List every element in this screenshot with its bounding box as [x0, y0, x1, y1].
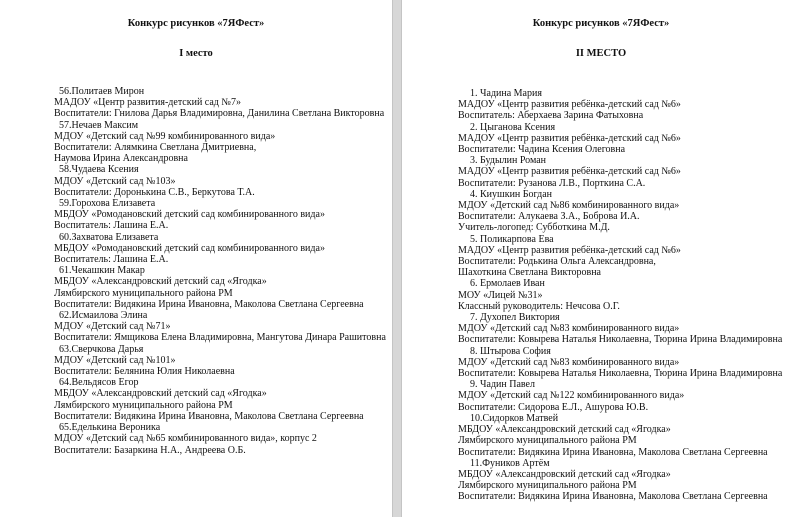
entry-line: Воспитатели: Видякина Ирина Ивановна, Маколова Светлана Сергеевна	[54, 298, 364, 310]
list-item	[458, 234, 800, 279]
entry-line: Воспитатели: Видякина Ирина Ивановна, Маколова Светлана Сергеевна	[458, 491, 768, 503]
participant-name: 1. Чадина Мария	[470, 88, 542, 99]
place-heading: I место	[179, 48, 213, 59]
entry-line: Наумова Ирина Александровна	[54, 153, 188, 165]
entry-line: Лямбирского муниципального района РМ	[54, 399, 233, 411]
entry-line: МБДОУ «Ромодановский детский сад комбинированного вида»	[54, 209, 325, 221]
entry-line: МАДОУ «Центр развития-детский сад №7»	[54, 97, 241, 109]
entry-line: МБДОУ «Александровский детский сад «Ягодка»	[54, 388, 267, 400]
participant-name: 65.Еделькина Вероника	[59, 422, 161, 434]
entry-line: МБДОУ «Александровский детский сад «Ягодка»	[458, 468, 671, 480]
entry-line: МОУ «Лицей №31»	[458, 289, 543, 301]
entry-line: МДОУ «Детский сад №103»	[54, 175, 176, 187]
entry-line: Воспитатель: Лашина Е.А.	[54, 254, 169, 266]
list-item	[458, 189, 800, 234]
participant-name: 11.Фуников Артём	[470, 457, 550, 469]
participant-name: 60.Захватова Елизавета	[59, 231, 159, 243]
participant-name: 57.Нечаев Максим	[59, 119, 139, 131]
participant-name: 56.Политаев Мирон	[59, 86, 145, 97]
participant-name: 62.Исмаилова Элина	[59, 310, 148, 322]
entry-line: Лямбирского муниципального района РМ	[458, 480, 637, 492]
participant-name: 6. Ермолаев Иван	[470, 278, 545, 290]
entry-line: МАДОУ «Центр развития ребёнка-детский сад №6»	[458, 99, 681, 111]
entry-line: Воспитатели: Чадина Ксения Олеговна	[458, 144, 626, 156]
entry-line: МДОУ «Детский сад №71»	[54, 321, 171, 333]
entry-line: Воспитатель: Лашина Е.А.	[54, 220, 169, 232]
participant-name: 4. Киушкин Богдан	[470, 188, 553, 200]
participant-name: 59.Горохова Елизавета	[59, 198, 156, 210]
entry-line: Воспитатели: Доронькина С.В., Беркутова Т.А.	[54, 186, 255, 198]
entry-line: Воспитатели: Белянина Юлия Николаевна	[54, 366, 235, 378]
entry-line: МБДОУ «Ромодановский детский сад комбинированного вида»	[54, 242, 325, 254]
participant-name: 5. Поликарпова Ева	[470, 233, 554, 245]
entry-line: Воспитатели: Базаркина Н.А., Андреева О.Б.	[54, 444, 246, 456]
list-item	[458, 458, 800, 503]
list-item	[458, 122, 800, 156]
list-item	[458, 88, 800, 122]
entry-line: Воспитатели: Алямкина Светлана Дмитриевна,	[54, 142, 257, 154]
list-item	[54, 198, 392, 232]
page-title: Конкурс рисунков «7ЯФест»	[532, 18, 670, 29]
list-item	[54, 164, 392, 198]
list-item	[458, 278, 800, 312]
entry-line: МДОУ «Детский сад №99 комбинированного вида»	[54, 130, 276, 142]
list-item	[54, 120, 392, 165]
entry-line: МДОУ «Детский сад №65 комбинированного вида», корпус 2	[54, 433, 317, 445]
entry-line: Лямбирского муниципального района РМ	[54, 287, 233, 299]
entry-line: МАДОУ «Центр развития ребёнка-детский сад №6»	[458, 166, 681, 178]
entry-line: МАДОУ «Центр развития ребёнка-детский сад №6»	[458, 132, 681, 144]
page-right	[402, 0, 800, 517]
entry-line: Шахоткина Светлана Викторовна	[458, 267, 601, 279]
page-title: Конкурс рисунков «7ЯФест»	[127, 18, 265, 29]
participant-name: 10.Сидорков Матвей	[470, 412, 559, 424]
entry-line: МДОУ «Детский сад №101»	[54, 354, 176, 366]
entry-line: МБДОУ «Александровский детский сад «Ягодка»	[54, 276, 267, 288]
participant-name: 63.Сверчкова Дарья	[59, 343, 144, 355]
entry-line: Воспитатели: Рузанова Л.В., Порткина С.А.	[458, 177, 646, 189]
list-item	[458, 155, 800, 189]
entry-line: Лямбирского муниципального района РМ	[458, 435, 637, 447]
list-item	[458, 413, 800, 458]
list-item	[54, 344, 392, 378]
entry-line: Воспитатели: Ковырева Наталья Николаевна, Тюрина Ирина Владимировна	[458, 368, 783, 380]
list-item	[54, 377, 392, 422]
page-gap	[392, 0, 402, 517]
list-item	[54, 265, 392, 310]
list-item	[458, 346, 800, 380]
participant-name: 8. Штырова София	[470, 345, 551, 357]
participant-name: 58.Чудаева Ксения	[59, 164, 139, 176]
participant-name: 61.Чекашкин Макар	[59, 265, 145, 277]
list-item	[458, 379, 800, 413]
entry-line: Воспитатель: Аберхаева Зарина Фатыховна	[458, 110, 644, 122]
entry-line: Воспитатели: Ямщикова Елена Владимировна, Мангутова Динара Рашитовна	[54, 332, 386, 344]
entry-line: МБДОУ «Александровский детский сад «Ягодка»	[458, 424, 671, 436]
entry-line: МДОУ «Детский сад №86 комбинированного вида»	[458, 200, 680, 212]
page-left	[0, 0, 392, 517]
list-item	[54, 86, 392, 120]
entry-line: Воспитатели: Видякина Ирина Ивановна, Маколова Светлана Сергеевна	[54, 410, 364, 422]
list-item	[54, 422, 392, 456]
entry-line: МДОУ «Детский сад №83 комбинированного вида»	[458, 323, 680, 335]
participant-name: 64.Вельдясов Егор	[59, 377, 139, 389]
entry-list	[458, 88, 800, 503]
participant-name: 3. Будылин Роман	[470, 155, 547, 167]
entry-line: Учитель-логопед: Субботкина М.Д.	[458, 222, 610, 234]
entry-line: Воспитатели: Сидорова Е.Л., Ашурова Ю.В.	[458, 401, 649, 413]
place-heading: II МЕСТО	[575, 48, 627, 59]
entry-list	[54, 86, 392, 456]
entry-line: Воспитатели: Ковырева Наталья Николаевна, Тюрина Ирина Владимировна	[458, 334, 783, 346]
participant-name: 9. Чадин Павел	[470, 379, 535, 391]
participant-name: 7. Духопел Виктория	[470, 312, 560, 324]
entry-line: МАДОУ «Центр развития ребёнка-детский сад №6»	[458, 244, 681, 256]
entry-line: Воспитатели: Видякина Ирина Ивановна, Маколова Светлана Сергеевна	[458, 446, 768, 458]
entry-line: Воспитатели: Алукаева З.А., Боброва И.А.	[458, 211, 640, 223]
entry-line: МДОУ «Детский сад №83 комбинированного вида»	[458, 356, 680, 368]
entry-line: Воспитатели: Гнилова Дарья Владимировна, Данилина Светлана Викторовна	[54, 108, 385, 120]
entry-line: Воспитатели: Родькина Ольга Александровна,	[458, 256, 656, 268]
entry-line: МДОУ «Детский сад №122 комбинированного вида»	[458, 390, 685, 402]
participant-name: 2. Цыганова Ксения	[470, 121, 556, 133]
list-item	[54, 232, 392, 266]
entry-line: Классный руководитель: Нечсова О.Г.	[458, 300, 620, 312]
list-item	[458, 312, 800, 346]
list-item	[54, 310, 392, 344]
